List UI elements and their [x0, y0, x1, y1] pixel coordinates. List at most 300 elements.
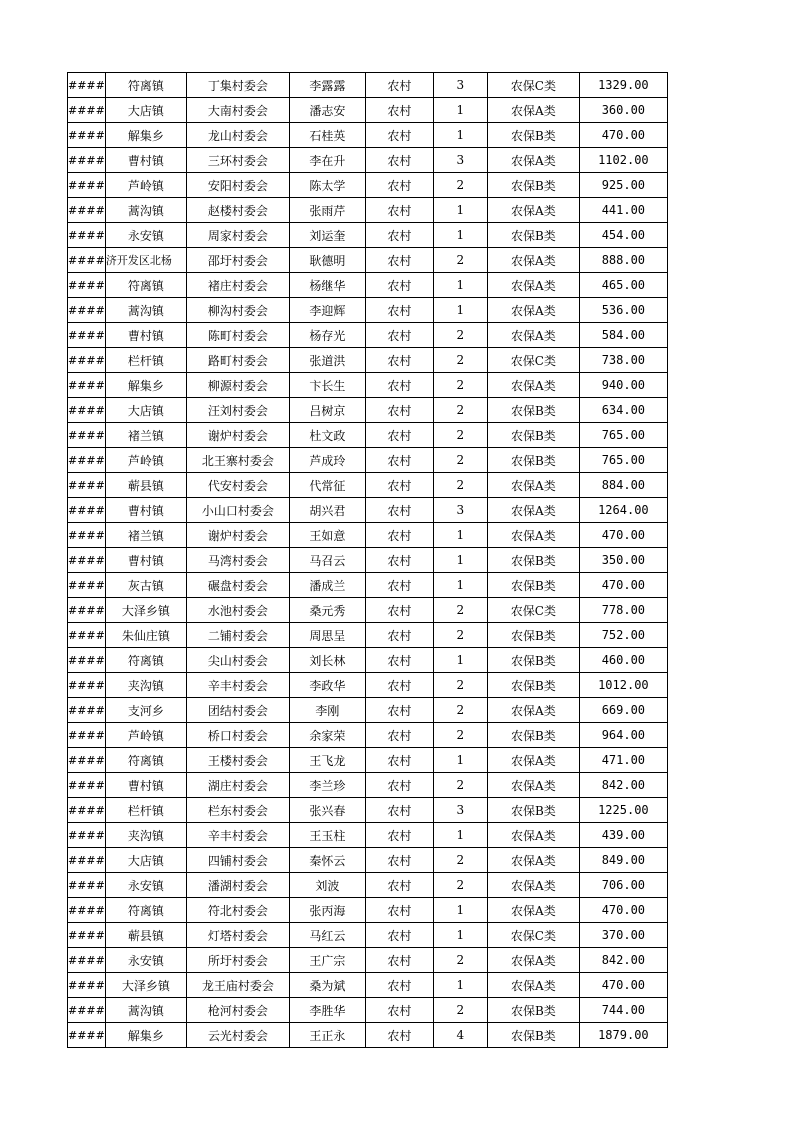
- category-cell: 农保B类: [487, 573, 579, 598]
- name-cell: 王飞龙: [289, 748, 365, 773]
- date-cell: ####: [68, 173, 106, 198]
- category-cell: 农保B类: [487, 398, 579, 423]
- village-cell: 三环村委会: [186, 148, 289, 173]
- name-cell: 代常征: [289, 473, 365, 498]
- count-cell: 1: [433, 98, 487, 123]
- count-cell: 2: [433, 698, 487, 723]
- table-row: [68, 873, 668, 898]
- town-cell: 解集乡: [105, 1023, 186, 1048]
- amount-cell: 1102.00: [579, 148, 667, 173]
- name-cell: 刘运奎: [289, 223, 365, 248]
- area-cell: 农村: [365, 473, 433, 498]
- area-cell: 农村: [365, 448, 433, 473]
- area-cell: 农村: [365, 923, 433, 948]
- data-table: [67, 72, 668, 1048]
- amount-cell: 454.00: [579, 223, 667, 248]
- area-cell: 农村: [365, 173, 433, 198]
- count-cell: 2: [433, 398, 487, 423]
- category-cell: 农保A类: [487, 973, 579, 998]
- count-cell: 2: [433, 423, 487, 448]
- count-cell: 2: [433, 873, 487, 898]
- table-row: [68, 123, 668, 148]
- town-cell: 符离镇: [105, 748, 186, 773]
- village-cell: 谢炉村委会: [186, 523, 289, 548]
- name-cell: 李兰珍: [289, 773, 365, 798]
- date-cell: ####: [68, 798, 106, 823]
- town-cell: 符离镇: [105, 898, 186, 923]
- date-cell: ####: [68, 73, 106, 98]
- name-cell: 马红云: [289, 923, 365, 948]
- village-cell: 枪河村委会: [186, 998, 289, 1023]
- town-cell: 曹村镇: [105, 773, 186, 798]
- area-cell: 农村: [365, 373, 433, 398]
- category-cell: 农保A类: [487, 198, 579, 223]
- village-cell: 辛丰村委会: [186, 823, 289, 848]
- town-cell: 芦岭镇: [105, 448, 186, 473]
- area-cell: 农村: [365, 298, 433, 323]
- town-cell: 蕲县镇: [105, 473, 186, 498]
- area-cell: 农村: [365, 273, 433, 298]
- town-cell: 解集乡: [105, 373, 186, 398]
- count-cell: 2: [433, 448, 487, 473]
- name-cell: 吕树京: [289, 398, 365, 423]
- date-cell: ####: [68, 273, 106, 298]
- name-cell: 张丙海: [289, 898, 365, 923]
- category-cell: 农保B类: [487, 623, 579, 648]
- village-cell: 代安村委会: [186, 473, 289, 498]
- category-cell: 农保A类: [487, 523, 579, 548]
- date-cell: ####: [68, 323, 106, 348]
- table-row: [68, 298, 668, 323]
- village-cell: 路町村委会: [186, 348, 289, 373]
- category-cell: 农保B类: [487, 723, 579, 748]
- town-cell: 曹村镇: [105, 148, 186, 173]
- date-cell: ####: [68, 523, 106, 548]
- date-cell: ####: [68, 248, 106, 273]
- name-cell: 潘志安: [289, 98, 365, 123]
- amount-cell: 706.00: [579, 873, 667, 898]
- town-cell: 大泽乡镇: [105, 973, 186, 998]
- date-cell: ####: [68, 473, 106, 498]
- date-cell: ####: [68, 723, 106, 748]
- village-cell: 龙山村委会: [186, 123, 289, 148]
- area-cell: 农村: [365, 823, 433, 848]
- category-cell: 农保B类: [487, 448, 579, 473]
- name-cell: 杜文政: [289, 423, 365, 448]
- date-cell: ####: [68, 223, 106, 248]
- town-cell: 夹沟镇: [105, 823, 186, 848]
- village-cell: 栏东村委会: [186, 798, 289, 823]
- village-cell: 所圩村委会: [186, 948, 289, 973]
- town-cell: 解集乡: [105, 123, 186, 148]
- count-cell: 2: [433, 623, 487, 648]
- amount-cell: 584.00: [579, 323, 667, 348]
- count-cell: 2: [433, 348, 487, 373]
- category-cell: 农保A类: [487, 148, 579, 173]
- category-cell: 农保A类: [487, 823, 579, 848]
- area-cell: 农村: [365, 773, 433, 798]
- area-cell: 农村: [365, 573, 433, 598]
- name-cell: 陈太学: [289, 173, 365, 198]
- amount-cell: 669.00: [579, 698, 667, 723]
- category-cell: 农保A类: [487, 948, 579, 973]
- category-cell: 农保A类: [487, 773, 579, 798]
- count-cell: 3: [433, 798, 487, 823]
- town-cell: 朱仙庄镇: [105, 623, 186, 648]
- count-cell: 1: [433, 923, 487, 948]
- town-cell: 蒿沟镇: [105, 298, 186, 323]
- village-cell: 尖山村委会: [186, 648, 289, 673]
- table-row: [68, 648, 668, 673]
- name-cell: 芦成玲: [289, 448, 365, 473]
- category-cell: 农保A类: [487, 848, 579, 873]
- area-cell: 农村: [365, 723, 433, 748]
- amount-cell: 1012.00: [579, 673, 667, 698]
- category-cell: 农保C类: [487, 923, 579, 948]
- town-cell: 济开发区北杨: [105, 248, 186, 273]
- village-cell: 北王寨村委会: [186, 448, 289, 473]
- town-cell: 大店镇: [105, 848, 186, 873]
- area-cell: 农村: [365, 123, 433, 148]
- area-cell: 农村: [365, 198, 433, 223]
- area-cell: 农村: [365, 623, 433, 648]
- amount-cell: 465.00: [579, 273, 667, 298]
- town-cell: 大店镇: [105, 98, 186, 123]
- name-cell: 李政华: [289, 673, 365, 698]
- amount-cell: 471.00: [579, 748, 667, 773]
- date-cell: ####: [68, 298, 106, 323]
- amount-cell: 350.00: [579, 548, 667, 573]
- town-cell: 栏杆镇: [105, 798, 186, 823]
- date-cell: ####: [68, 198, 106, 223]
- name-cell: 周思呈: [289, 623, 365, 648]
- amount-cell: 470.00: [579, 523, 667, 548]
- category-cell: 农保A类: [487, 98, 579, 123]
- count-cell: 1: [433, 273, 487, 298]
- name-cell: 桑元秀: [289, 598, 365, 623]
- name-cell: 胡兴君: [289, 498, 365, 523]
- area-cell: 农村: [365, 598, 433, 623]
- town-cell: 蒿沟镇: [105, 998, 186, 1023]
- name-cell: 张雨芹: [289, 198, 365, 223]
- name-cell: 王正永: [289, 1023, 365, 1048]
- date-cell: ####: [68, 773, 106, 798]
- town-cell: 符离镇: [105, 273, 186, 298]
- area-cell: 农村: [365, 1023, 433, 1048]
- town-cell: 大店镇: [105, 398, 186, 423]
- count-cell: 2: [433, 848, 487, 873]
- area-cell: 农村: [365, 148, 433, 173]
- count-cell: 2: [433, 248, 487, 273]
- town-cell: 芦岭镇: [105, 173, 186, 198]
- amount-cell: 370.00: [579, 923, 667, 948]
- area-cell: 农村: [365, 348, 433, 373]
- name-cell: 潘成兰: [289, 573, 365, 598]
- table-row: [68, 423, 668, 448]
- table-row: [68, 998, 668, 1023]
- area-cell: 农村: [365, 748, 433, 773]
- area-cell: 农村: [365, 848, 433, 873]
- town-cell: 蕲县镇: [105, 923, 186, 948]
- count-cell: 1: [433, 648, 487, 673]
- category-cell: 农保C类: [487, 598, 579, 623]
- village-cell: 湖庄村委会: [186, 773, 289, 798]
- name-cell: 李刚: [289, 698, 365, 723]
- village-cell: 符北村委会: [186, 898, 289, 923]
- category-cell: 农保B类: [487, 673, 579, 698]
- date-cell: ####: [68, 673, 106, 698]
- category-cell: 农保A类: [487, 698, 579, 723]
- table-row: [68, 398, 668, 423]
- date-cell: ####: [68, 598, 106, 623]
- town-cell: 永安镇: [105, 223, 186, 248]
- date-cell: ####: [68, 648, 106, 673]
- category-cell: 农保A类: [487, 373, 579, 398]
- area-cell: 农村: [365, 548, 433, 573]
- amount-cell: 964.00: [579, 723, 667, 748]
- table-row: [68, 898, 668, 923]
- category-cell: 农保B类: [487, 1023, 579, 1048]
- village-cell: 周家村委会: [186, 223, 289, 248]
- town-cell: 芦岭镇: [105, 723, 186, 748]
- table-row: [68, 823, 668, 848]
- count-cell: 2: [433, 173, 487, 198]
- date-cell: ####: [68, 548, 106, 573]
- name-cell: 张道洪: [289, 348, 365, 373]
- table-row: [68, 573, 668, 598]
- amount-cell: 360.00: [579, 98, 667, 123]
- category-cell: 农保B类: [487, 798, 579, 823]
- date-cell: ####: [68, 148, 106, 173]
- amount-cell: 1264.00: [579, 498, 667, 523]
- town-cell: 曹村镇: [105, 323, 186, 348]
- date-cell: ####: [68, 98, 106, 123]
- town-cell: 灰古镇: [105, 573, 186, 598]
- amount-cell: 470.00: [579, 973, 667, 998]
- village-cell: 云光村委会: [186, 1023, 289, 1048]
- village-cell: 龙王庙村委会: [186, 973, 289, 998]
- name-cell: 王广宗: [289, 948, 365, 973]
- date-cell: ####: [68, 498, 106, 523]
- town-cell: 符离镇: [105, 73, 186, 98]
- table-row: [68, 148, 668, 173]
- village-cell: 团结村委会: [186, 698, 289, 723]
- date-cell: ####: [68, 573, 106, 598]
- name-cell: 李在升: [289, 148, 365, 173]
- name-cell: 王玉柱: [289, 823, 365, 848]
- name-cell: 张兴春: [289, 798, 365, 823]
- date-cell: ####: [68, 1023, 106, 1048]
- amount-cell: 778.00: [579, 598, 667, 623]
- table-row: [68, 623, 668, 648]
- amount-cell: 460.00: [579, 648, 667, 673]
- count-cell: 1: [433, 223, 487, 248]
- village-cell: 谢炉村委会: [186, 423, 289, 448]
- area-cell: 农村: [365, 73, 433, 98]
- area-cell: 农村: [365, 873, 433, 898]
- table-row: [68, 348, 668, 373]
- area-cell: 农村: [365, 248, 433, 273]
- count-cell: 2: [433, 948, 487, 973]
- town-cell: 永安镇: [105, 948, 186, 973]
- village-cell: 碾盘村委会: [186, 573, 289, 598]
- area-cell: 农村: [365, 423, 433, 448]
- town-cell: 支河乡: [105, 698, 186, 723]
- category-cell: 农保B类: [487, 423, 579, 448]
- amount-cell: 752.00: [579, 623, 667, 648]
- table-row: [68, 773, 668, 798]
- table-row: [68, 673, 668, 698]
- date-cell: ####: [68, 823, 106, 848]
- table-row: [68, 523, 668, 548]
- count-cell: 1: [433, 523, 487, 548]
- village-cell: 安阳村委会: [186, 173, 289, 198]
- count-cell: 3: [433, 73, 487, 98]
- amount-cell: 849.00: [579, 848, 667, 873]
- category-cell: 农保A类: [487, 873, 579, 898]
- village-cell: 四铺村委会: [186, 848, 289, 873]
- amount-cell: 842.00: [579, 773, 667, 798]
- date-cell: ####: [68, 448, 106, 473]
- area-cell: 农村: [365, 223, 433, 248]
- village-cell: 陈町村委会: [186, 323, 289, 348]
- name-cell: 刘长林: [289, 648, 365, 673]
- amount-cell: 925.00: [579, 173, 667, 198]
- count-cell: 2: [433, 723, 487, 748]
- category-cell: 农保A类: [487, 323, 579, 348]
- count-cell: 1: [433, 573, 487, 598]
- name-cell: 耿德明: [289, 248, 365, 273]
- table-row: [68, 323, 668, 348]
- count-cell: 2: [433, 773, 487, 798]
- table-row: [68, 698, 668, 723]
- amount-cell: 738.00: [579, 348, 667, 373]
- category-cell: 农保A类: [487, 473, 579, 498]
- count-cell: 2: [433, 373, 487, 398]
- village-cell: 二铺村委会: [186, 623, 289, 648]
- category-cell: 农保A类: [487, 248, 579, 273]
- village-cell: 灯塔村委会: [186, 923, 289, 948]
- amount-cell: 940.00: [579, 373, 667, 398]
- amount-cell: 1879.00: [579, 1023, 667, 1048]
- category-cell: 农保B类: [487, 648, 579, 673]
- town-cell: 大泽乡镇: [105, 598, 186, 623]
- town-cell: 栏杆镇: [105, 348, 186, 373]
- category-cell: 农保B类: [487, 123, 579, 148]
- table-row: [68, 173, 668, 198]
- amount-cell: 842.00: [579, 948, 667, 973]
- date-cell: ####: [68, 398, 106, 423]
- area-cell: 农村: [365, 998, 433, 1023]
- count-cell: 2: [433, 598, 487, 623]
- category-cell: 农保C类: [487, 73, 579, 98]
- table-row: [68, 498, 668, 523]
- village-cell: 王楼村委会: [186, 748, 289, 773]
- category-cell: 农保B类: [487, 173, 579, 198]
- count-cell: 2: [433, 673, 487, 698]
- table-row: [68, 273, 668, 298]
- town-cell: 曹村镇: [105, 498, 186, 523]
- village-cell: 柳沟村委会: [186, 298, 289, 323]
- table-row: [68, 598, 668, 623]
- area-cell: 农村: [365, 898, 433, 923]
- table-body: [68, 73, 668, 1048]
- category-cell: 农保A类: [487, 898, 579, 923]
- amount-cell: 470.00: [579, 898, 667, 923]
- count-cell: 1: [433, 123, 487, 148]
- table-row: [68, 798, 668, 823]
- category-cell: 农保B类: [487, 223, 579, 248]
- name-cell: 李露露: [289, 73, 365, 98]
- amount-cell: 884.00: [579, 473, 667, 498]
- village-cell: 丁集村委会: [186, 73, 289, 98]
- count-cell: 1: [433, 548, 487, 573]
- name-cell: 桑为斌: [289, 973, 365, 998]
- amount-cell: 536.00: [579, 298, 667, 323]
- date-cell: ####: [68, 623, 106, 648]
- date-cell: ####: [68, 348, 106, 373]
- village-cell: 褚庄村委会: [186, 273, 289, 298]
- amount-cell: 441.00: [579, 198, 667, 223]
- count-cell: 1: [433, 298, 487, 323]
- name-cell: 秦怀云: [289, 848, 365, 873]
- village-cell: 赵楼村委会: [186, 198, 289, 223]
- area-cell: 农村: [365, 398, 433, 423]
- count-cell: 2: [433, 323, 487, 348]
- date-cell: ####: [68, 698, 106, 723]
- date-cell: ####: [68, 423, 106, 448]
- category-cell: 农保A类: [487, 273, 579, 298]
- name-cell: 李胜华: [289, 998, 365, 1023]
- village-cell: 水池村委会: [186, 598, 289, 623]
- date-cell: ####: [68, 123, 106, 148]
- category-cell: 农保B类: [487, 998, 579, 1023]
- date-cell: ####: [68, 923, 106, 948]
- amount-cell: 470.00: [579, 123, 667, 148]
- area-cell: 农村: [365, 523, 433, 548]
- amount-cell: 634.00: [579, 398, 667, 423]
- category-cell: 农保A类: [487, 748, 579, 773]
- town-cell: 夹沟镇: [105, 673, 186, 698]
- category-cell: 农保A类: [487, 298, 579, 323]
- table-row: [68, 248, 668, 273]
- table-row: [68, 73, 668, 98]
- area-cell: 农村: [365, 498, 433, 523]
- village-cell: 汪刘村委会: [186, 398, 289, 423]
- village-cell: 大南村委会: [186, 98, 289, 123]
- name-cell: 石桂英: [289, 123, 365, 148]
- amount-cell: 470.00: [579, 573, 667, 598]
- village-cell: 小山口村委会: [186, 498, 289, 523]
- amount-cell: 888.00: [579, 248, 667, 273]
- village-cell: 桥口村委会: [186, 723, 289, 748]
- date-cell: ####: [68, 873, 106, 898]
- area-cell: 农村: [365, 973, 433, 998]
- date-cell: ####: [68, 998, 106, 1023]
- name-cell: 马召云: [289, 548, 365, 573]
- date-cell: ####: [68, 373, 106, 398]
- amount-cell: 765.00: [579, 423, 667, 448]
- table-row: [68, 1023, 668, 1048]
- name-cell: 刘波: [289, 873, 365, 898]
- table-row: [68, 473, 668, 498]
- area-cell: 农村: [365, 323, 433, 348]
- table-row: [68, 548, 668, 573]
- category-cell: 农保A类: [487, 498, 579, 523]
- village-cell: 潘湖村委会: [186, 873, 289, 898]
- table-row: [68, 848, 668, 873]
- name-cell: 杨存光: [289, 323, 365, 348]
